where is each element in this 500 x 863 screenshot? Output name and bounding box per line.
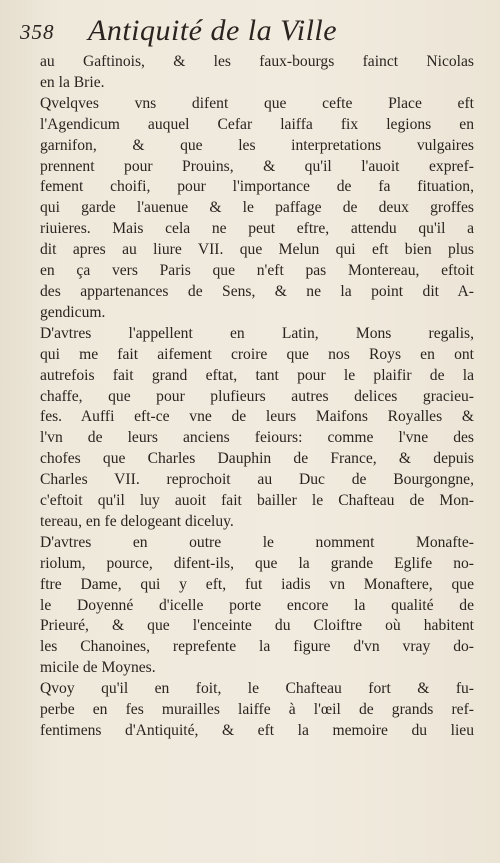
text-line: gendicum. — [40, 303, 106, 321]
text-line: des appartenances de Sens, & ne la point dit A- — [40, 282, 474, 300]
running-title: Antiquité de la Ville — [88, 14, 338, 47]
text-line: Qvelqves vns difent que cefte Place eft — [40, 94, 474, 112]
text-line: fement choifi, pour l'importance de fa fituation, — [40, 178, 474, 196]
text-line: fes. Auffi eft-ce vne de leurs Maifons Royalles & — [40, 408, 474, 426]
page-number: 358 — [20, 20, 55, 44]
text-line: autrefois fait grand eftat, tant pour le plaifir de la — [40, 366, 474, 384]
text-line: micile de Moynes. — [40, 659, 156, 677]
text-line: riuieres. Mais cela ne peut eftre, attendu qu'il a — [40, 220, 474, 238]
text-line: l'Agendicum auquel Cefar laiffa fix legions en — [40, 115, 474, 133]
text-line: chaffe, que pour plufieurs autres delices gracieu- — [40, 387, 474, 405]
text-line: le Doyenné d'icelle porte encore la qualité de — [40, 596, 474, 614]
text-line: D'avtres en outre le nomment Monafte- — [40, 533, 474, 551]
text-line: ftre Dame, qui y eft, fut iadis vn Monaftere, que — [40, 575, 474, 593]
text-line: Prieuré, & que l'enceinte du Cloiftre où habitent — [40, 617, 474, 635]
text-line: c'eftoit qu'il luy auoit fait bailler le Chafteau de Mon- — [40, 492, 474, 510]
text-line: D'avtres l'appellent en Latin, Mons regalis, — [40, 324, 474, 342]
text-line: en la Brie. — [40, 73, 105, 91]
body-text — [40, 52, 474, 742]
text-line: qui garde l'auenue & le paffage de deux groffes — [40, 199, 474, 217]
text-line: prennent pour Prouins, & qu'il l'auoit expref- — [40, 157, 474, 175]
text-line: perbe en fes murailles laiffe à l'œil de grands ref- — [40, 701, 474, 719]
text-line: les Chanoines, reprefente la figure d'vn vray do- — [40, 638, 474, 656]
text-line: en ça vers Paris que n'eft pas Montereau, eftoit — [40, 262, 474, 280]
page-header — [20, 14, 474, 54]
text-line: dit apres au liure VII. que Melun qui eft bien plus — [40, 241, 474, 259]
text-line: Charles VII. reprochoit au Duc de Bourgongne, — [40, 471, 474, 489]
text-line: fentimens d'Antiquité, & eft la memoire du lieu — [40, 722, 474, 739]
text-line: Qvoy qu'il en foit, le Chafteau fort & fu- — [40, 680, 474, 698]
text-line: garnifon, & que les interpretations vulgaires — [40, 136, 474, 154]
text-line: l'vn de leurs anciens feiours: comme l'vne des — [40, 429, 474, 447]
text-line: riolum, pource, difent-ils, que la grande Eglife no- — [40, 554, 474, 572]
text-line: qui me fait aifement croire que nos Roys en ont — [40, 345, 474, 363]
text-line: chofes que Charles Dauphin de France, & depuis — [40, 450, 474, 468]
text-line: tereau, en fe delogeant diceluy. — [40, 512, 234, 530]
text-line: au Gaftinois, & les faux-bourgs fainct Nicolas — [40, 53, 474, 70]
